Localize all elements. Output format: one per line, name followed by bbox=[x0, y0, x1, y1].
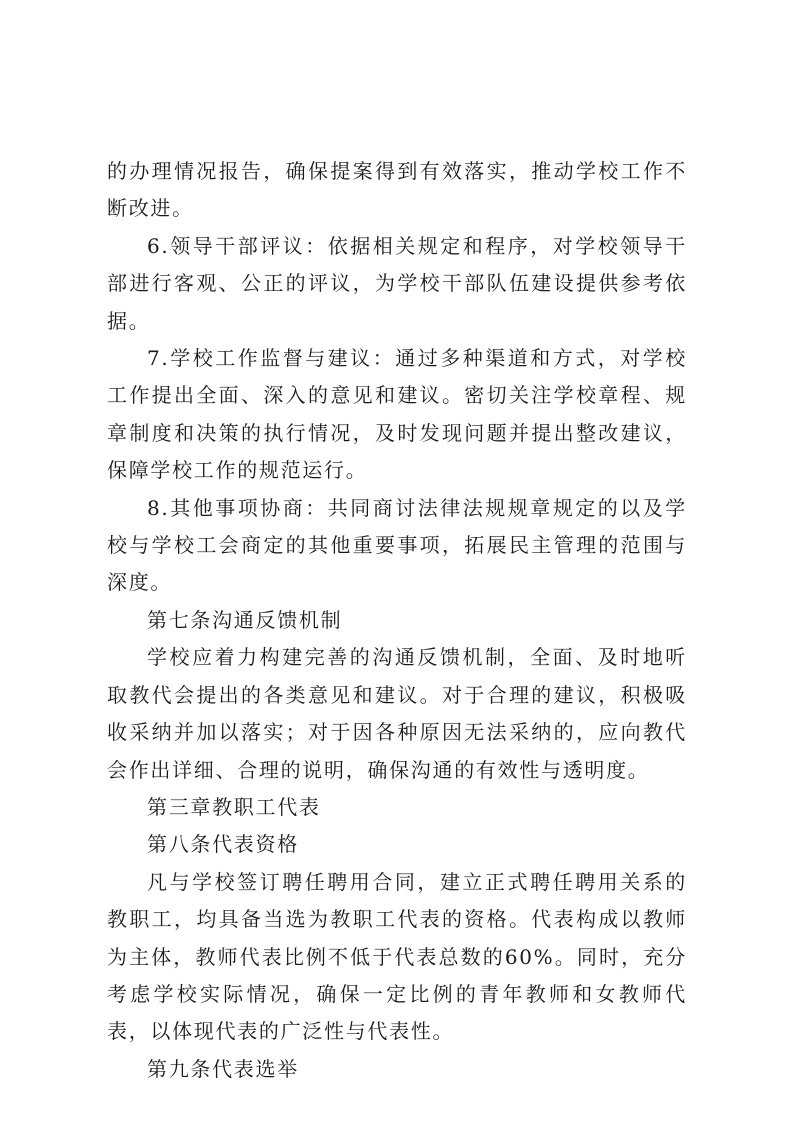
paragraph-other-matters: 8.其他事项协商：共同商讨法律法规规章规定的以及学校与学校工会商定的其他重要事项，拓展民主管理的范围与深度。 bbox=[107, 495, 687, 595]
paragraph-leader-evaluation: 6.领导干部评议：依据相关规定和程序，对学校领导干部进行客观、公正的评议，为学校干部队伍建设提供参考依据。 bbox=[107, 233, 687, 333]
article-7-heading: 第七条沟通反馈机制 bbox=[147, 607, 343, 632]
chapter-3-heading: 第三章教职工代表 bbox=[147, 794, 321, 819]
paragraph-feedback-mechanism: 学校应着力构建完善的沟通反馈机制，全面、及时地听取教代会提出的各类意见和建议。对于合理的建议，积极吸收采纳并加以落实；对于因各种原因无法采纳的，应向教代会作出详细、合理的说明，确保沟通的有效性与透明度。 bbox=[107, 645, 687, 782]
article-9-heading: 第九条代表选举 bbox=[147, 1056, 299, 1081]
paragraph-proposal-report: 的办理情况报告，确保提案得到有效落实，推动学校工作不断改进。 bbox=[107, 159, 687, 221]
paragraph-representative-qualification: 凡与学校签订聘任聘用合同，建立正式聘任聘用关系的教职工，均具备当选为教职工代表的资格。代表构成以教师为主体，教师代表比例不低于代表总数的60%。同时，充分考虑学校实际情况，确保一定比例的青年教师和女教师代表，以体现代表的广泛性与代表性。 bbox=[107, 869, 687, 1044]
paragraph-work-supervision: 7.学校工作监督与建议：通过多种渠道和方式，对学校工作提出全面、深入的意见和建议。密切关注学校章程、规章制度和决策的执行情况，及时发现问题并提出整改建议，保障学校工作的规范运行。 bbox=[107, 346, 687, 483]
article-8-heading: 第八条代表资格 bbox=[147, 832, 299, 857]
document-body bbox=[107, 153, 687, 1088]
